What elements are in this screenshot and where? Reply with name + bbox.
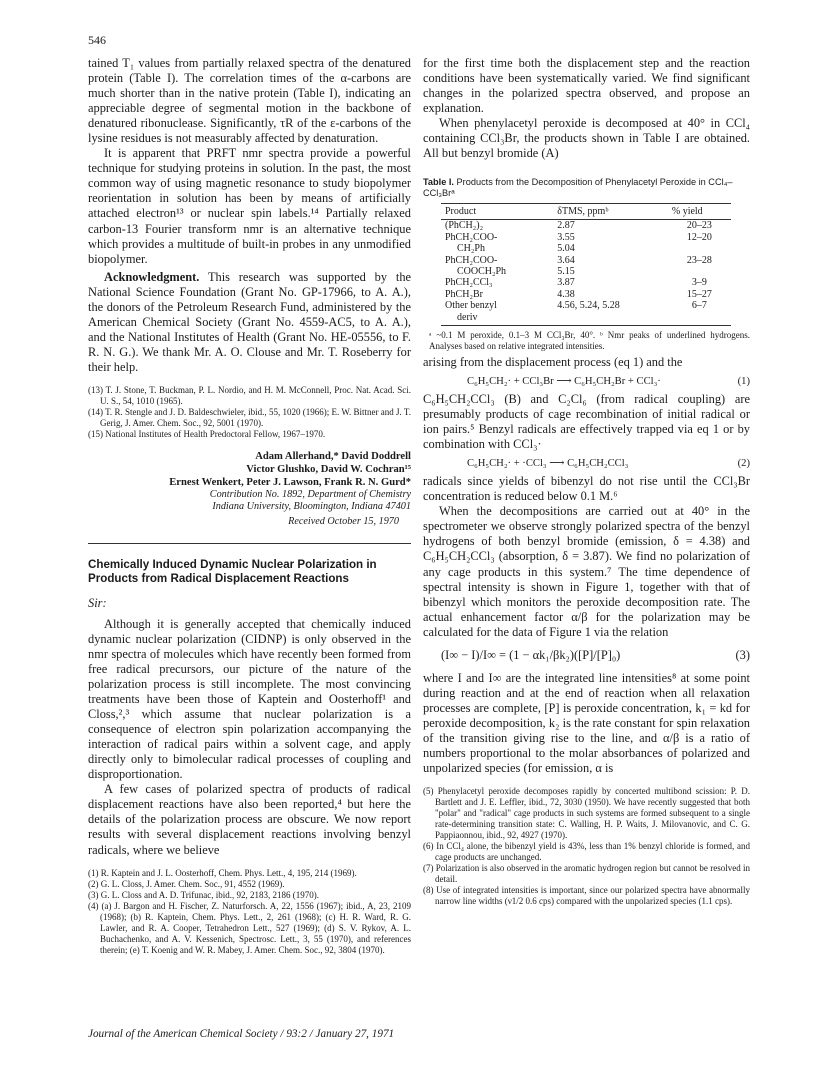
cell-product: PhCH₂Br — [445, 288, 483, 300]
equation-number: (1) — [737, 376, 750, 388]
equation-text: C₆H₅CH₂· + CCl₃Br ⟶ C₆H₅CH₂Br + CCl₃· — [467, 376, 661, 388]
table-1 — [423, 177, 750, 352]
paragraph: C₆H₅CH₂CCl₃ (B) and C₂Cl₆ (from radical coupling) are presumably products of cage recombination of initial radical or ion pairs.⁵ Benzyl radicals are effectively trapped via eq 1 or by combination with CCl₃· — [423, 392, 750, 452]
author-list — [88, 450, 411, 489]
right-column — [423, 56, 750, 907]
author-line: Victor Glushko, David W. Cochran¹⁵ — [246, 463, 411, 475]
column-header-shift: δTMS, ppmᵇ — [553, 204, 668, 220]
reference: (2) G. L. Closs, J. Amer. Chem. Soc., 91, 4552 (1969). — [88, 878, 285, 889]
cell-yield: 6–7 — [691, 300, 707, 312]
cell-yield — [668, 266, 731, 277]
cell-yield — [668, 243, 731, 254]
cell-yield: 3–9 — [691, 277, 707, 289]
cell-yield — [668, 312, 731, 326]
page-number: 546 — [88, 33, 106, 47]
cell-product: (PhCH₂)₂ — [445, 220, 484, 232]
reference: (8) Use of integrated intensities is important, since our polarized spectra have abnormally narrow line widths (ν1/2 0.6 cps) compared with the unpolarized species (1.1 cps). — [423, 885, 750, 907]
equation-text: C₆H₅CH₂· + ·CCl₃ ⟶ C₆H₅CH₂CCl₃ — [467, 458, 629, 470]
reference: (3) G. L. Closs and A. D. Trifunac, ibid., 92, 2183, 2186 (1970). — [88, 889, 319, 900]
cell-product: PhCH₂COO- — [445, 254, 498, 266]
affiliation — [88, 489, 411, 514]
salutation: Sir: — [88, 595, 107, 610]
table-footnote: ᵃ ~0.1 M peroxide, 0.1–3 M CCl₃Br, 40°. ᵇ Nmr peaks of underlined hydrogens. Analyses based on relative integrated intensities. — [429, 329, 750, 351]
paragraph: When the decompositions are carried out at 40° in the spectrometer we observe strongly polarized spectra of the benzyl hydrogens of both benzyl bromide (emission, δ = 4.38) and C₆H₅CH₂CCl₃ (absorption, δ = 3.87). We find no polarization of any cage products in this system.⁷ The time dependence of spectral intensity is shown in Figure 1, together with that of bibenzyl which monitors the peroxide decomposition rate. The actual enhancement factor α/β for the polarization may be calculated for the data of Figure 1 via the relation — [423, 504, 750, 639]
table-row — [441, 277, 731, 288]
equation-1 — [423, 375, 750, 387]
table-body — [441, 220, 731, 326]
author-line: Adam Allerhand,* David Doddrell — [255, 450, 411, 462]
cell-yield: 12–20 — [686, 231, 712, 243]
cell-yield: 15–27 — [686, 288, 712, 300]
products-table — [441, 203, 731, 326]
table-header-row — [441, 204, 731, 220]
cell-yield: 23–28 — [686, 254, 712, 266]
paragraph: tained T₁ values from partially relaxed spectra of the denatured protein (Table I). The correlation times of the α-carbons are much shorter than in the native protein (Table I), indicating an appreciable degree of segmental motion in the backbone of denatured ribonuclease. Significantly, τR of the ε-carbons of the lysine residues is not measurably affected by denaturation. — [88, 56, 411, 146]
affiliation-line: Indiana University, Bloomington, Indiana 47401 — [212, 501, 411, 513]
author-line: Ernest Wenkert, Peter J. Lawson, Frank R. N. Gurd* — [169, 476, 411, 488]
paragraph: arising from the displacement process (eq 1) and the — [423, 354, 683, 369]
reference: (4) (a) J. Bargon and H. Fischer, Z. Naturforsch. A, 22, 1556 (1967); ibid., A, 23, 2109 (1968); (b) R. Kaptein, Chem. Phys. Lett., 2, 261 (1968); (c) H. R. Ward, R. G. Lawler, and R. A. Cooper, Tetrahedron Lett., 527 (1969); (d) S. V. Rykov, A. L. Buchachenko, and A. V. Kessenich, Spectrosc. Lett., 3, 55 (1970), and references therein; (e) T. Koenig and W. R. Mabey, J. Amer. Chem. Soc., 92, 3804 (1970). — [88, 900, 411, 955]
equation-number: (2) — [737, 458, 750, 470]
column-header-yield: % yield — [668, 204, 731, 220]
reference: (5) Phenylacetyl peroxide decomposes rapidly by concerted multibond scission: P. D. Bartlett and J. E. Leffler, ibid., 72, 3030 (1950). We have recently suggested that both "polar" and "radical" cage products in such systems are formed subsequent to a single rate-determining transition state: C. Walling, H. P. Waits, J. Milovanovic, and C. G. Pappiaonnou, ibid., 92, 4927 (1970). — [423, 786, 750, 841]
acknowledgment-text: This research was supported by the National Science Foundation (Grant No. GP-17966, to A. A.), the donors of the Petroleum Research Fund, administered by the American Chemical Society (Grant No. 4559-AC5, to A. A.), and the National Institutes of Health (Grant No. HE-05556, to F. R. N. G.). We thank Mr. A. O. Clouse and Mr. T. Roseberry for their help. — [88, 269, 412, 374]
column-header-product: Product — [441, 204, 553, 220]
cell-product: deriv — [441, 312, 553, 326]
section-divider — [88, 543, 411, 544]
cell-shift: 3.87 — [557, 277, 575, 289]
reference: (1) R. Kaptein and J. L. Oosterhoff, Chem. Phys. Lett., 4, 195, 214 (1969). — [88, 867, 357, 878]
cell-shift: 4.38 — [557, 288, 575, 300]
table-row — [441, 266, 731, 277]
reference: (7) Polarization is also observed in the aromatic hydrogen region but cannot be resolved in detail. — [423, 863, 750, 885]
paragraph: When phenylacetyl peroxide is decomposed at 40° in CCl₄ containing CCl₃Br, the products shown in Table I are obtained. All but benzyl bromide (A) — [423, 116, 750, 161]
reference: (13) T. J. Stone, T. Buckman, P. L. Nordio, and H. M. McConnell, Proc. Nat. Acad. Sci. U. S., 54, 1010 (1965). — [88, 384, 411, 406]
cell-shift — [553, 312, 668, 326]
journal-footer: Journal of the American Chemical Society / 93:2 / January 27, 1971 — [88, 1028, 395, 1040]
reference: (6) In CCl₄ alone, the bibenzyl yield is 43%, less than 1% benzyl chloride is formed, and cage products are unchanged. — [423, 841, 750, 863]
paragraph: radicals since yields of bibenzyl do not rise until the CCl₃Br concentration is reduced below 0.1 M.⁶ — [423, 474, 750, 504]
table-caption-text: Products from the Decomposition of Phenylacetyl Peroxide in CCl₄–CCl₃Brᵃ — [423, 177, 733, 199]
table-label: Table I. — [423, 177, 454, 188]
table-row — [441, 220, 731, 232]
table-row — [441, 255, 731, 266]
paragraph: where I and I∞ are the integrated line intensities⁸ at some point during reaction and at the end of reaction when all relaxation processes are complete, [P] is peroxide concentration, k₁ = kd for peroxide decomposition, k₂ is the rate constant for spin relaxation of the transition giving rise to the line, and α/β is a ratio of numbers proportional to the molar absorbances of polarized and unpolarized species (for emission, α is — [423, 670, 750, 776]
acknowledgment-heading: Acknowledgment. — [104, 269, 200, 284]
affiliation-line: Contribution No. 1892, Department of Chemistry — [209, 488, 411, 500]
received-date: Received October 15, 1970 — [288, 515, 399, 527]
cell-yield: 20–23 — [686, 220, 712, 232]
cell-shift: 4.56, 5.24, 5.28 — [557, 300, 620, 312]
cell-product: Other benzyl — [445, 300, 497, 312]
cell-shift: 5.04 — [557, 243, 575, 255]
reference-list — [88, 868, 411, 956]
equation-number: (3) — [735, 647, 750, 662]
equation-3 — [423, 648, 750, 663]
reference-list — [423, 786, 750, 907]
cell-shift: 5.15 — [557, 265, 575, 277]
reference: (15) National Institutes of Health Predoctoral Fellow, 1967–1970. — [88, 428, 326, 439]
table-row — [441, 312, 731, 326]
cell-product: COOCH₂Ph — [457, 265, 507, 277]
paragraph: A few cases of polarized spectra of products of radical displacement reactions have also been reported,⁴ but here the details of the polarization process are obscure. We now report results with several displacement reactions involving benzyl radicals, where we believe — [88, 782, 411, 857]
reference-list — [88, 385, 411, 440]
cell-shift: 3.64 — [557, 254, 575, 266]
paragraph: Although it is generally accepted that chemically induced dynamic nuclear polarization (CIDNP) is only observed in the nmr spectra of molecules which have recently been formed from free radical precursors, our picture of the nature of the polarization process is still incomplete. The most convincing treatments have been those of Kaptein and Oosterhoff¹ and Closs,²,³ which assume that nuclear polarization is a consequence of electron spin polarization accompanying the interaction of radical pairs within a solvent cage, and apply directly only to bimolecular radical processes of coupling and disproportionation. — [88, 616, 411, 782]
cell-shift: 3.55 — [557, 231, 575, 243]
equation-text: (I∞ − I)/I∞ = (1 − αk₁/βk₂)([P]/[P]₀) — [441, 647, 621, 662]
paragraph: for the first time both the displacement step and the reaction conditions have been systematically varied. We find significant changes in the polarized spectra observed, and propose an explanation. — [423, 56, 750, 116]
cell-product: PhCH₂CCl₃ — [445, 277, 493, 289]
table-row — [441, 289, 731, 300]
cell-shift: 2.87 — [557, 220, 575, 232]
table-caption — [423, 177, 750, 199]
reference: (14) T. R. Stengle and J. D. Baldeschwieler, ibid., 55, 1020 (1966); E. W. Bittner and J. T. Gerig, J. Amer. Chem. Soc., 92, 5001 (1970). — [88, 406, 411, 428]
cell-product: CH₂Ph — [457, 243, 485, 255]
paragraph: It is apparent that PRFT nmr spectra provide a powerful technique for studying proteins in solution. In the past, the most common way of using magnetic resonance to study biopolymer reorientation in solution has been by means of artificially attached electron¹³ or nuclear spin labels.¹⁴ Partially relaxed carbon-13 Fourier transform nmr is an alternative technique which provides a multitude of built-in probes in any unmodified biopolymer. — [88, 146, 411, 266]
article-title: Chemically Induced Dynamic Nuclear Polarization in Products from Radical Displacement Reactions — [88, 557, 377, 585]
equation-2 — [423, 457, 750, 469]
table-row — [441, 232, 731, 243]
acknowledgment — [88, 270, 411, 375]
left-column — [88, 56, 411, 956]
table-row — [441, 243, 731, 254]
table-row — [441, 300, 731, 311]
cell-product: PhCH₂COO- — [445, 231, 498, 243]
